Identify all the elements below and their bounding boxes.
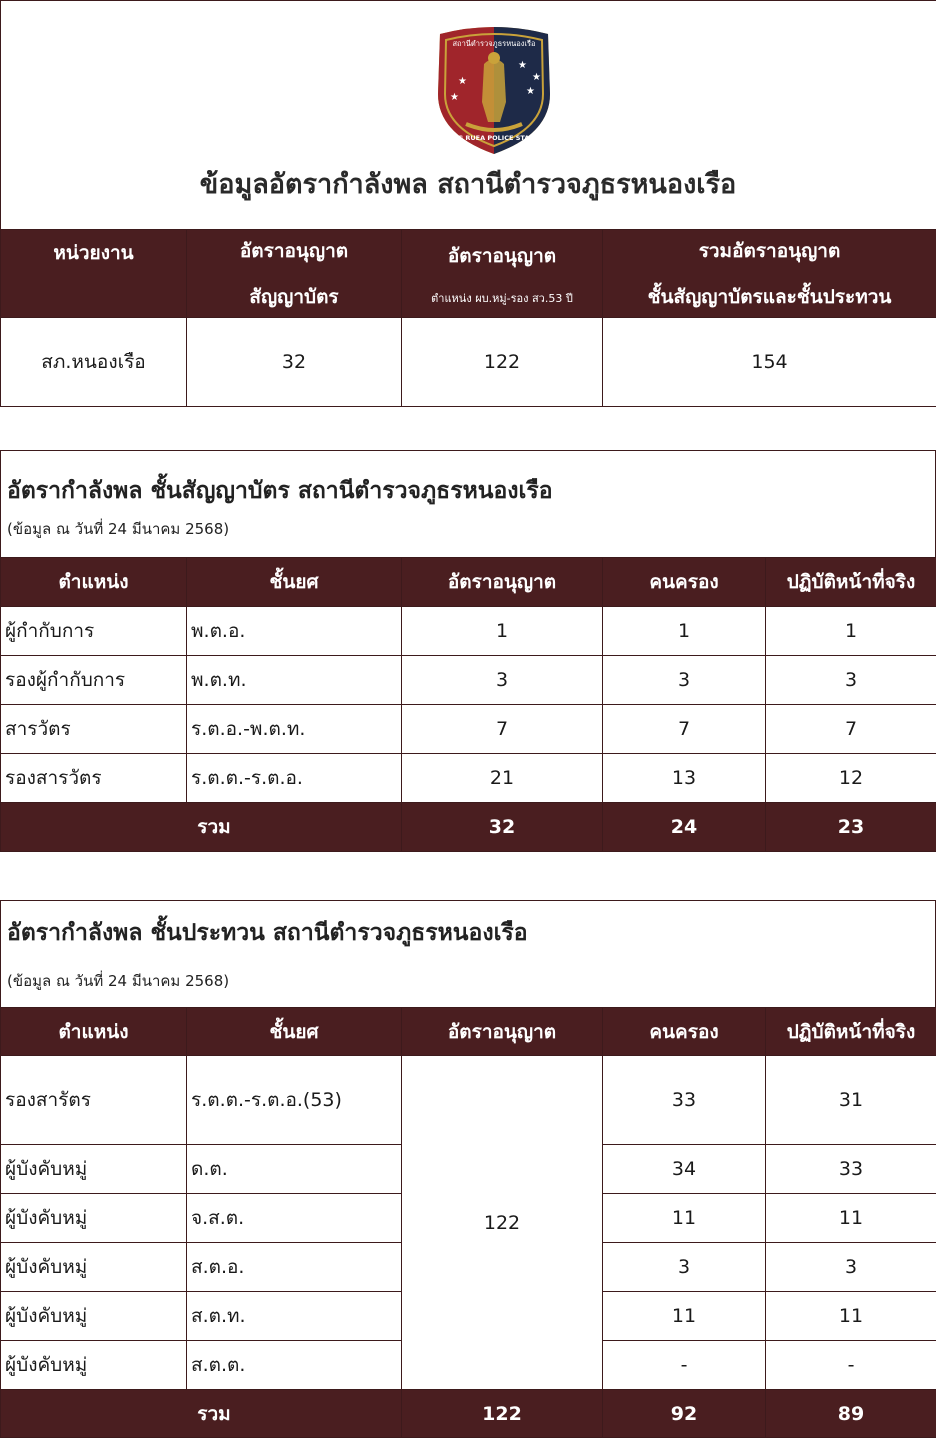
header-position: ตำแหน่ง: [1, 1008, 187, 1056]
cell-allowed: 1: [402, 607, 603, 656]
header-rank: ชั้นยศ: [187, 1008, 402, 1056]
cell-rank: พ.ต.ท.: [187, 656, 402, 705]
logo-text-top: สถานีตำรวจภูธรหนองเรือ: [452, 39, 536, 48]
cell-active: 12: [766, 754, 936, 803]
header-active: ปฏิบัติหน้าที่จริง: [766, 558, 936, 607]
cell-filled: 11: [603, 1292, 766, 1341]
nco-section-title: อัตรากำลังพล ชั้นประทวน สถานีตำรวจภูธรหนองเรือ: [7, 920, 528, 946]
cell-allowed: 7: [402, 705, 603, 754]
police-station-logo: [432, 24, 556, 156]
commissioned-table-wrap: [0, 557, 936, 852]
total-active: 23: [766, 803, 936, 852]
cell-rank: พ.ต.อ.: [187, 607, 402, 656]
logo-text-bottom: NONG RUEA POLICE STATION: [441, 134, 547, 142]
cell-allowed: 21: [402, 754, 603, 803]
svg-text:★: ★: [450, 92, 459, 103]
svg-text:★: ★: [532, 72, 541, 83]
cell-filled: 13: [603, 754, 766, 803]
cell-rank: ส.ต.ต.: [187, 1341, 402, 1390]
table-row: [1, 607, 936, 656]
cell-allowed-merged: 122: [402, 1056, 603, 1390]
table-row: [1, 705, 936, 754]
header-filled: คนครอง: [603, 558, 766, 607]
cell-total: 154: [603, 318, 936, 407]
total-row: [1, 1390, 936, 1438]
total-label: รวม: [1, 1390, 402, 1438]
cell-position: รองผู้กำกับการ: [1, 656, 187, 705]
total-filled: 24: [603, 803, 766, 852]
commissioned-section-header: [0, 450, 936, 558]
cell-active: 31: [766, 1056, 936, 1145]
nco-table: [0, 1007, 936, 1438]
cell-position: รองสารวัตร: [1, 754, 187, 803]
table-row: [1, 1056, 936, 1145]
cell-active: 11: [766, 1194, 936, 1243]
cell-filled: 34: [603, 1145, 766, 1194]
cell-position: ผู้บังคับหมู่: [1, 1243, 187, 1292]
header-active: ปฏิบัติหน้าที่จริง: [766, 1008, 936, 1056]
cell-active: 33: [766, 1145, 936, 1194]
cell-rank: ร.ต.อ.-พ.ต.ท.: [187, 705, 402, 754]
cell-nco: 122: [402, 318, 603, 407]
cell-position: ผู้กำกับการ: [1, 607, 187, 656]
cell-position: ผู้บังคับหมู่: [1, 1145, 187, 1194]
cell-active: 3: [766, 656, 936, 705]
page-title: ข้อมูลอัตรากำลังพล สถานีตำรวจภูธรหนองเรือ: [199, 169, 737, 200]
cell-rank: ส.ต.ท.: [187, 1292, 402, 1341]
cell-unit: สภ.หนองเรือ: [1, 318, 187, 407]
cell-commissioned: 32: [187, 318, 402, 407]
total-allowed: 32: [402, 803, 603, 852]
header-filled: คนครอง: [603, 1008, 766, 1056]
svg-text:★: ★: [526, 86, 535, 97]
cell-filled: 11: [603, 1194, 766, 1243]
nco-header-row: [1, 1008, 936, 1056]
header-frame: [0, 0, 936, 230]
cell-filled: 7: [603, 705, 766, 754]
svg-text:★: ★: [518, 60, 527, 71]
nco-section-date: (ข้อมูล ณ วันที่ 24 มีนาคม 2568): [7, 972, 230, 990]
header-position: ตำแหน่ง: [1, 558, 187, 607]
header-nco: อัตราอนุญาต ตำแหน่ง ผบ.หมู่-รอง สว.53 ปี: [402, 230, 603, 318]
header-allowed: อัตราอนุญาต: [402, 1008, 603, 1056]
cell-position: ผู้บังคับหมู่: [1, 1341, 187, 1390]
cell-active: 11: [766, 1292, 936, 1341]
cell-filled: 3: [603, 1243, 766, 1292]
total-filled: 92: [603, 1390, 766, 1438]
cell-filled: 1: [603, 607, 766, 656]
cell-allowed: 3: [402, 656, 603, 705]
commissioned-section-date: (ข้อมูล ณ วันที่ 24 มีนาคม 2568): [7, 520, 230, 538]
commissioned-table: [0, 557, 936, 852]
total-label: รวม: [1, 803, 402, 852]
cell-rank: ส.ต.อ.: [187, 1243, 402, 1292]
table-row: [1, 754, 936, 803]
cell-filled: 3: [603, 656, 766, 705]
cell-position: ผู้บังคับหมู่: [1, 1194, 187, 1243]
commissioned-section-title: อัตรากำลังพล ชั้นสัญญาบัตร สถานีตำรวจภูธรหนองเรือ: [7, 478, 553, 504]
cell-active: 1: [766, 607, 936, 656]
header-allowed: อัตราอนุญาต: [402, 558, 603, 607]
cell-filled: -: [603, 1341, 766, 1390]
cell-rank: ร.ต.ต.-ร.ต.อ.: [187, 754, 402, 803]
table-row: [1, 318, 936, 407]
cell-rank: ร.ต.ต.-ร.ต.อ.(53): [187, 1056, 402, 1145]
summary-table: [0, 229, 936, 407]
svg-text:★: ★: [458, 76, 467, 87]
cell-position: สารวัตร: [1, 705, 187, 754]
cell-active: 3: [766, 1243, 936, 1292]
cell-rank: จ.ส.ต.: [187, 1194, 402, 1243]
commissioned-header-row: [1, 558, 936, 607]
nco-table-wrap: [0, 1007, 936, 1438]
total-allowed: 122: [402, 1390, 603, 1438]
summary-table-wrap: [0, 229, 936, 407]
cell-position: รองสารัตร: [1, 1056, 187, 1145]
summary-header-row: [1, 230, 936, 318]
cell-active: -: [766, 1341, 936, 1390]
cell-filled: 33: [603, 1056, 766, 1145]
total-active: 89: [766, 1390, 936, 1438]
header-unit: หน่วยงาน: [1, 230, 187, 318]
nco-section-header: [0, 900, 936, 1008]
cell-position: ผู้บังคับหมู่: [1, 1292, 187, 1341]
cell-rank: ด.ต.: [187, 1145, 402, 1194]
header-rank: ชั้นยศ: [187, 558, 402, 607]
header-commissioned: อัตราอนุญาต สัญญาบัตร: [187, 230, 402, 318]
header-total: รวมอัตราอนุญาต ชั้นสัญญาบัตรและชั้นประทวน: [603, 230, 936, 318]
cell-active: 7: [766, 705, 936, 754]
table-row: [1, 656, 936, 705]
total-row: [1, 803, 936, 852]
